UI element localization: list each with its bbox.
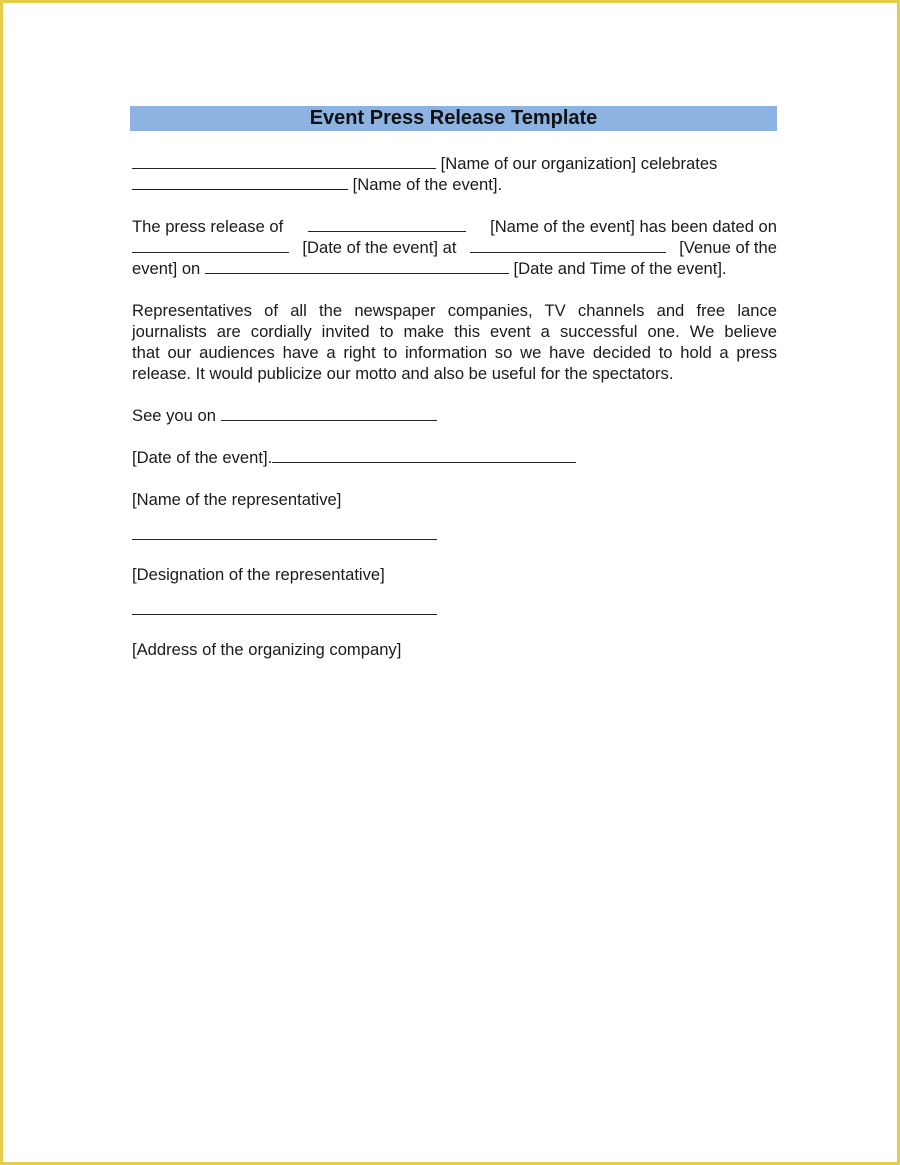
dated-on-text: [Name of the event] has been dated on: [490, 217, 777, 236]
invitation-line-4: release. It would publicize our motto and also be useful for the spectators.: [132, 364, 674, 383]
invitation-line-1: Representatives of all the newspaper companies, TV channels and free lance: [132, 301, 777, 320]
date-of-event-blank[interactable]: [272, 447, 576, 463]
see-you-on-line: [132, 405, 777, 426]
see-you-on-text: See you on: [132, 406, 216, 425]
company-address-label: [Address of the organizing company]: [132, 640, 402, 659]
event-name-blank[interactable]: [132, 174, 348, 190]
event-date-blank[interactable]: [132, 237, 289, 253]
organization-name-blank[interactable]: [132, 153, 436, 169]
date-of-event-text: [Date of the event].: [132, 448, 273, 467]
date-time-placeholder: [Date and Time of the event].: [513, 259, 727, 278]
press-release-event-blank[interactable]: [308, 216, 466, 232]
see-you-on-blank[interactable]: [221, 405, 437, 421]
organization-name-placeholder: [Name of our organization] celebrates: [440, 154, 718, 173]
press-release-of-text: The press release of: [132, 217, 284, 236]
invitation-paragraph: [132, 300, 777, 384]
document-title: Event Press Release Template: [130, 106, 777, 131]
representative-name-label: [Name of the representative]: [132, 490, 342, 509]
representative-designation-label: [Designation of the representative]: [132, 565, 385, 584]
date-of-event-line: [132, 447, 777, 468]
representative-designation-line[interactable]: [132, 614, 437, 615]
intro-paragraph: [132, 153, 777, 195]
event-name-placeholder: [Name of the event].: [352, 175, 503, 194]
representative-name-signature-line[interactable]: [132, 539, 437, 540]
press-release-date-paragraph: [132, 216, 777, 279]
document-body: [132, 106, 777, 660]
invitation-line-3: that our audiences have a right to information so we have decided to hold a press: [132, 343, 777, 362]
date-of-event-at-text: [Date of the event] at: [302, 238, 457, 257]
invitation-line-2: journalists are cordially invited to make this event a successful one. We believe: [132, 322, 777, 341]
event-on-text: event] on: [132, 259, 201, 278]
venue-of-the-text: [Venue of the: [679, 238, 777, 257]
date-time-blank[interactable]: [205, 258, 509, 274]
venue-blank[interactable]: [470, 237, 666, 253]
